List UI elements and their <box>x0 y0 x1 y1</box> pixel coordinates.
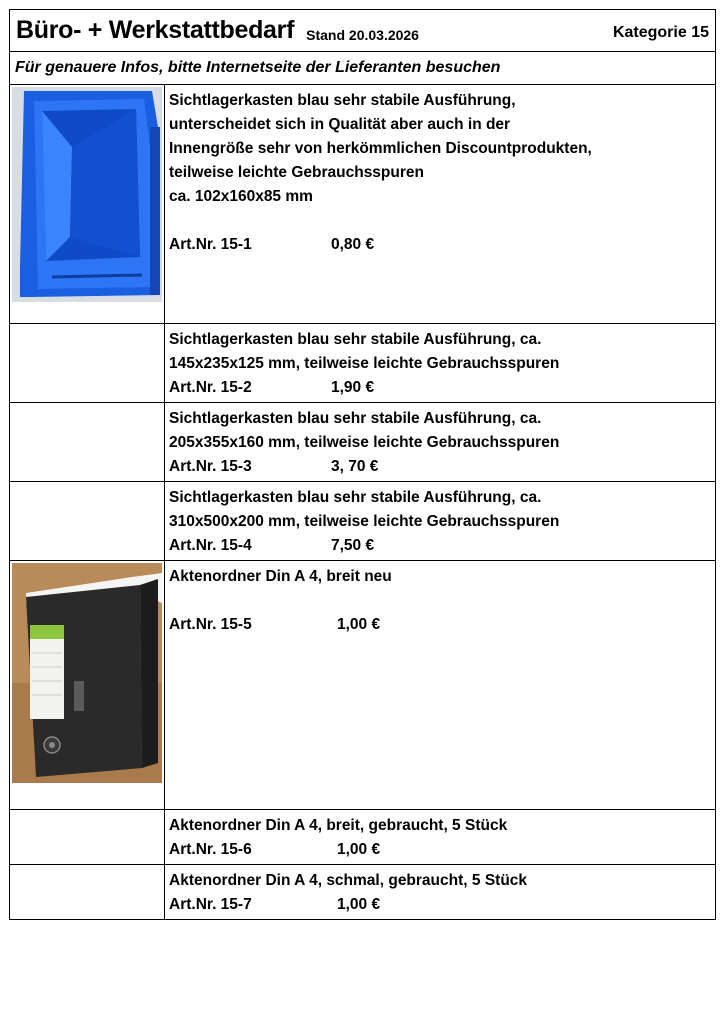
article-number: Art.Nr. 15-2 <box>169 379 252 396</box>
price: 1,00 € <box>337 616 381 633</box>
article-line <box>169 893 710 917</box>
page-title: Büro- + Werkstattbedarf <box>16 16 295 44</box>
article-line <box>169 376 710 400</box>
price: 1,00 € <box>337 896 381 913</box>
lever-arch-folder-image <box>12 563 162 783</box>
item-row <box>10 85 715 324</box>
item-description: Sichtlagerkasten blau sehr stabile Ausführung, <box>169 92 516 109</box>
item-description: 145x235x125 mm, teilweise leichte Gebrauchsspuren <box>169 355 560 372</box>
article-line <box>169 534 710 558</box>
item-text <box>165 403 715 481</box>
item-text <box>165 865 715 919</box>
product-image-cell <box>10 324 165 402</box>
item-description: teilweise leichte Gebrauchsspuren <box>169 164 424 181</box>
price: 0,80 € <box>331 236 375 253</box>
catalog-sheet <box>9 9 716 920</box>
item-description: Aktenordner Din A 4, breit, gebraucht, 5 Stück <box>169 817 508 834</box>
header-row <box>10 10 715 52</box>
price: 3, 70 € <box>331 458 379 475</box>
price: 1,90 € <box>331 379 375 396</box>
product-image-cell <box>10 403 165 481</box>
item-description: Sichtlagerkasten blau sehr stabile Ausführung, ca. <box>169 489 542 506</box>
article-line <box>169 233 710 257</box>
product-image-cell <box>10 561 165 809</box>
date-stand: Stand 20.03.2026 <box>306 26 419 43</box>
item-description: Aktenordner Din A 4, schmal, gebraucht, 5 Stück <box>169 872 528 889</box>
item-dimensions: ca. 102x160x85 mm <box>169 188 313 205</box>
item-text <box>165 85 715 323</box>
item-row <box>10 810 715 865</box>
item-text <box>165 561 715 809</box>
article-number: Art.Nr. 15-7 <box>169 896 252 913</box>
category-label: Kategorie 15 <box>612 23 709 41</box>
item-text <box>165 810 715 864</box>
item-description: Innengröße sehr von herkömmlichen Discountprodukten, <box>169 140 592 157</box>
article-number: Art.Nr. 15-6 <box>169 841 252 858</box>
item-description: Sichtlagerkasten blau sehr stabile Ausführung, ca. <box>169 410 542 427</box>
article-line <box>169 455 710 479</box>
item-description: 310x500x200 mm, teilweise leichte Gebrauchsspuren <box>169 513 560 530</box>
item-row <box>10 482 715 561</box>
item-row <box>10 561 715 810</box>
item-description: Aktenordner Din A 4, breit neu <box>169 568 392 585</box>
article-line <box>169 838 710 862</box>
article-line <box>169 613 710 637</box>
item-row <box>10 403 715 482</box>
price: 7,50 € <box>331 537 375 554</box>
product-image-cell <box>10 865 165 919</box>
product-image-cell <box>10 482 165 560</box>
info-text: Für genauere Infos, bitte Internetseite der Lieferanten besuchen <box>15 59 501 76</box>
article-number: Art.Nr. 15-4 <box>169 537 252 554</box>
blue-storage-bin-image <box>12 87 162 302</box>
article-number: Art.Nr. 15-5 <box>169 616 252 633</box>
product-image-cell <box>10 810 165 864</box>
item-description: Sichtlagerkasten blau sehr stabile Ausführung, ca. <box>169 331 542 348</box>
product-image-cell <box>10 85 165 323</box>
item-text <box>165 482 715 560</box>
article-number: Art.Nr. 15-1 <box>169 236 252 253</box>
item-text <box>165 324 715 402</box>
article-number: Art.Nr. 15-3 <box>169 458 252 475</box>
item-row <box>10 865 715 919</box>
info-row <box>10 52 715 85</box>
item-description: unterscheidet sich in Qualität aber auch in der <box>169 116 511 133</box>
item-row <box>10 324 715 403</box>
item-description: 205x355x160 mm, teilweise leichte Gebrauchsspuren <box>169 434 560 451</box>
price: 1,00 € <box>337 841 381 858</box>
